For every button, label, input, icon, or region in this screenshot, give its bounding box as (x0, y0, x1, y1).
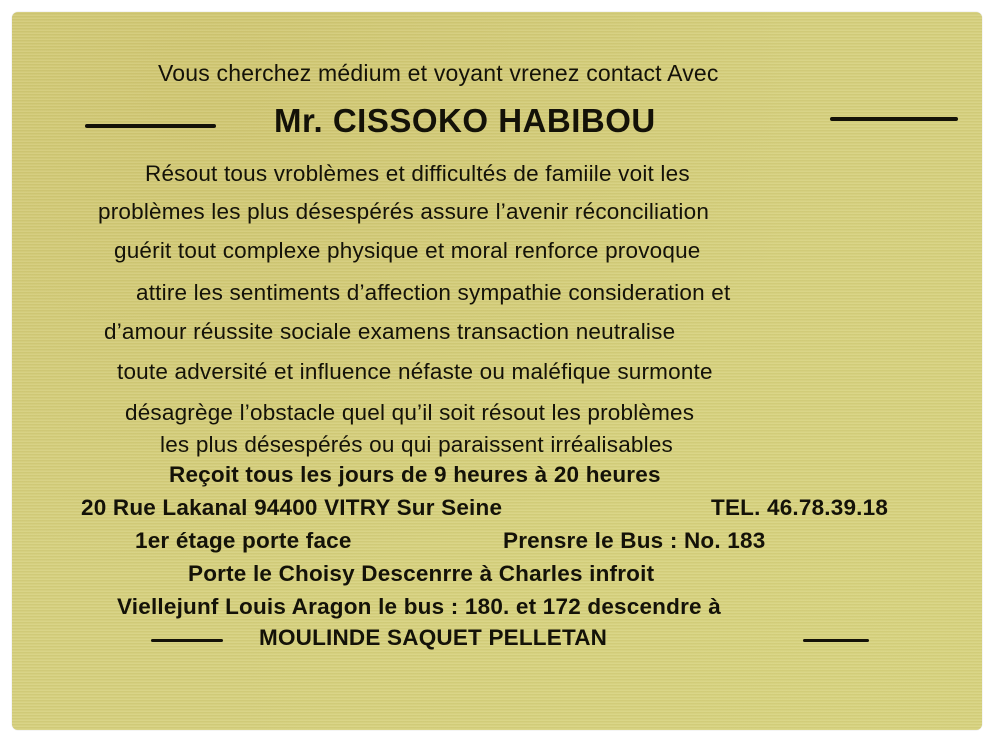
description-line-4: attire les sentiments d’affection sympathie consideration et (136, 280, 731, 305)
description-line-7: désagrège l’obstacle quel qu’il soit résout les problèmes (125, 400, 695, 425)
intro-text: Vous cherchez médium et voyant vrenez contact Avec (158, 60, 719, 86)
decorative-rule-bottom-right (803, 639, 869, 642)
decorative-rule-bottom-left (151, 639, 223, 642)
description-line-8: les plus désespérés ou qui paraissent irréalisables (160, 432, 673, 457)
description-line-5: d’amour réussite sociale examens transaction neutralise (104, 319, 676, 344)
practitioner-name: Mr. CISSOKO HABIBOU (274, 102, 656, 139)
street-address: 20 Rue Lakanal 94400 VITRY Sur Seine (81, 495, 503, 520)
description-line-2: problèmes les plus désespérés assure l’avenir réconciliation (98, 199, 710, 224)
decorative-rule-left (85, 124, 216, 128)
directions-line-4: Viellejunf Louis Aragon le bus : 180. et 172 descendre à (117, 594, 721, 619)
description-line-3: guérit tout complexe physique et moral renforce provoque (114, 238, 701, 263)
bus-stop-name: MOULINDE SAQUET PELLETAN (259, 625, 608, 650)
business-card (12, 12, 982, 730)
directions-line-3: Porte le Choisy Descenrre à Charles infroit (188, 561, 655, 586)
floor-info: 1er étage porte face (135, 528, 352, 553)
description-line-1: Résout tous vroblèmes et difficultés de famiile voit les (145, 161, 690, 186)
description-line-6: toute adversité et influence néfaste ou maléfique surmonte (117, 359, 713, 384)
opening-hours: Reçoit tous les jours de 9 heures à 20 heures (169, 462, 661, 487)
telephone: TEL. 46.78.39.18 (711, 495, 889, 520)
bus-line-info: Prensre le Bus : No. 183 (503, 528, 766, 553)
decorative-rule-right (830, 117, 958, 121)
